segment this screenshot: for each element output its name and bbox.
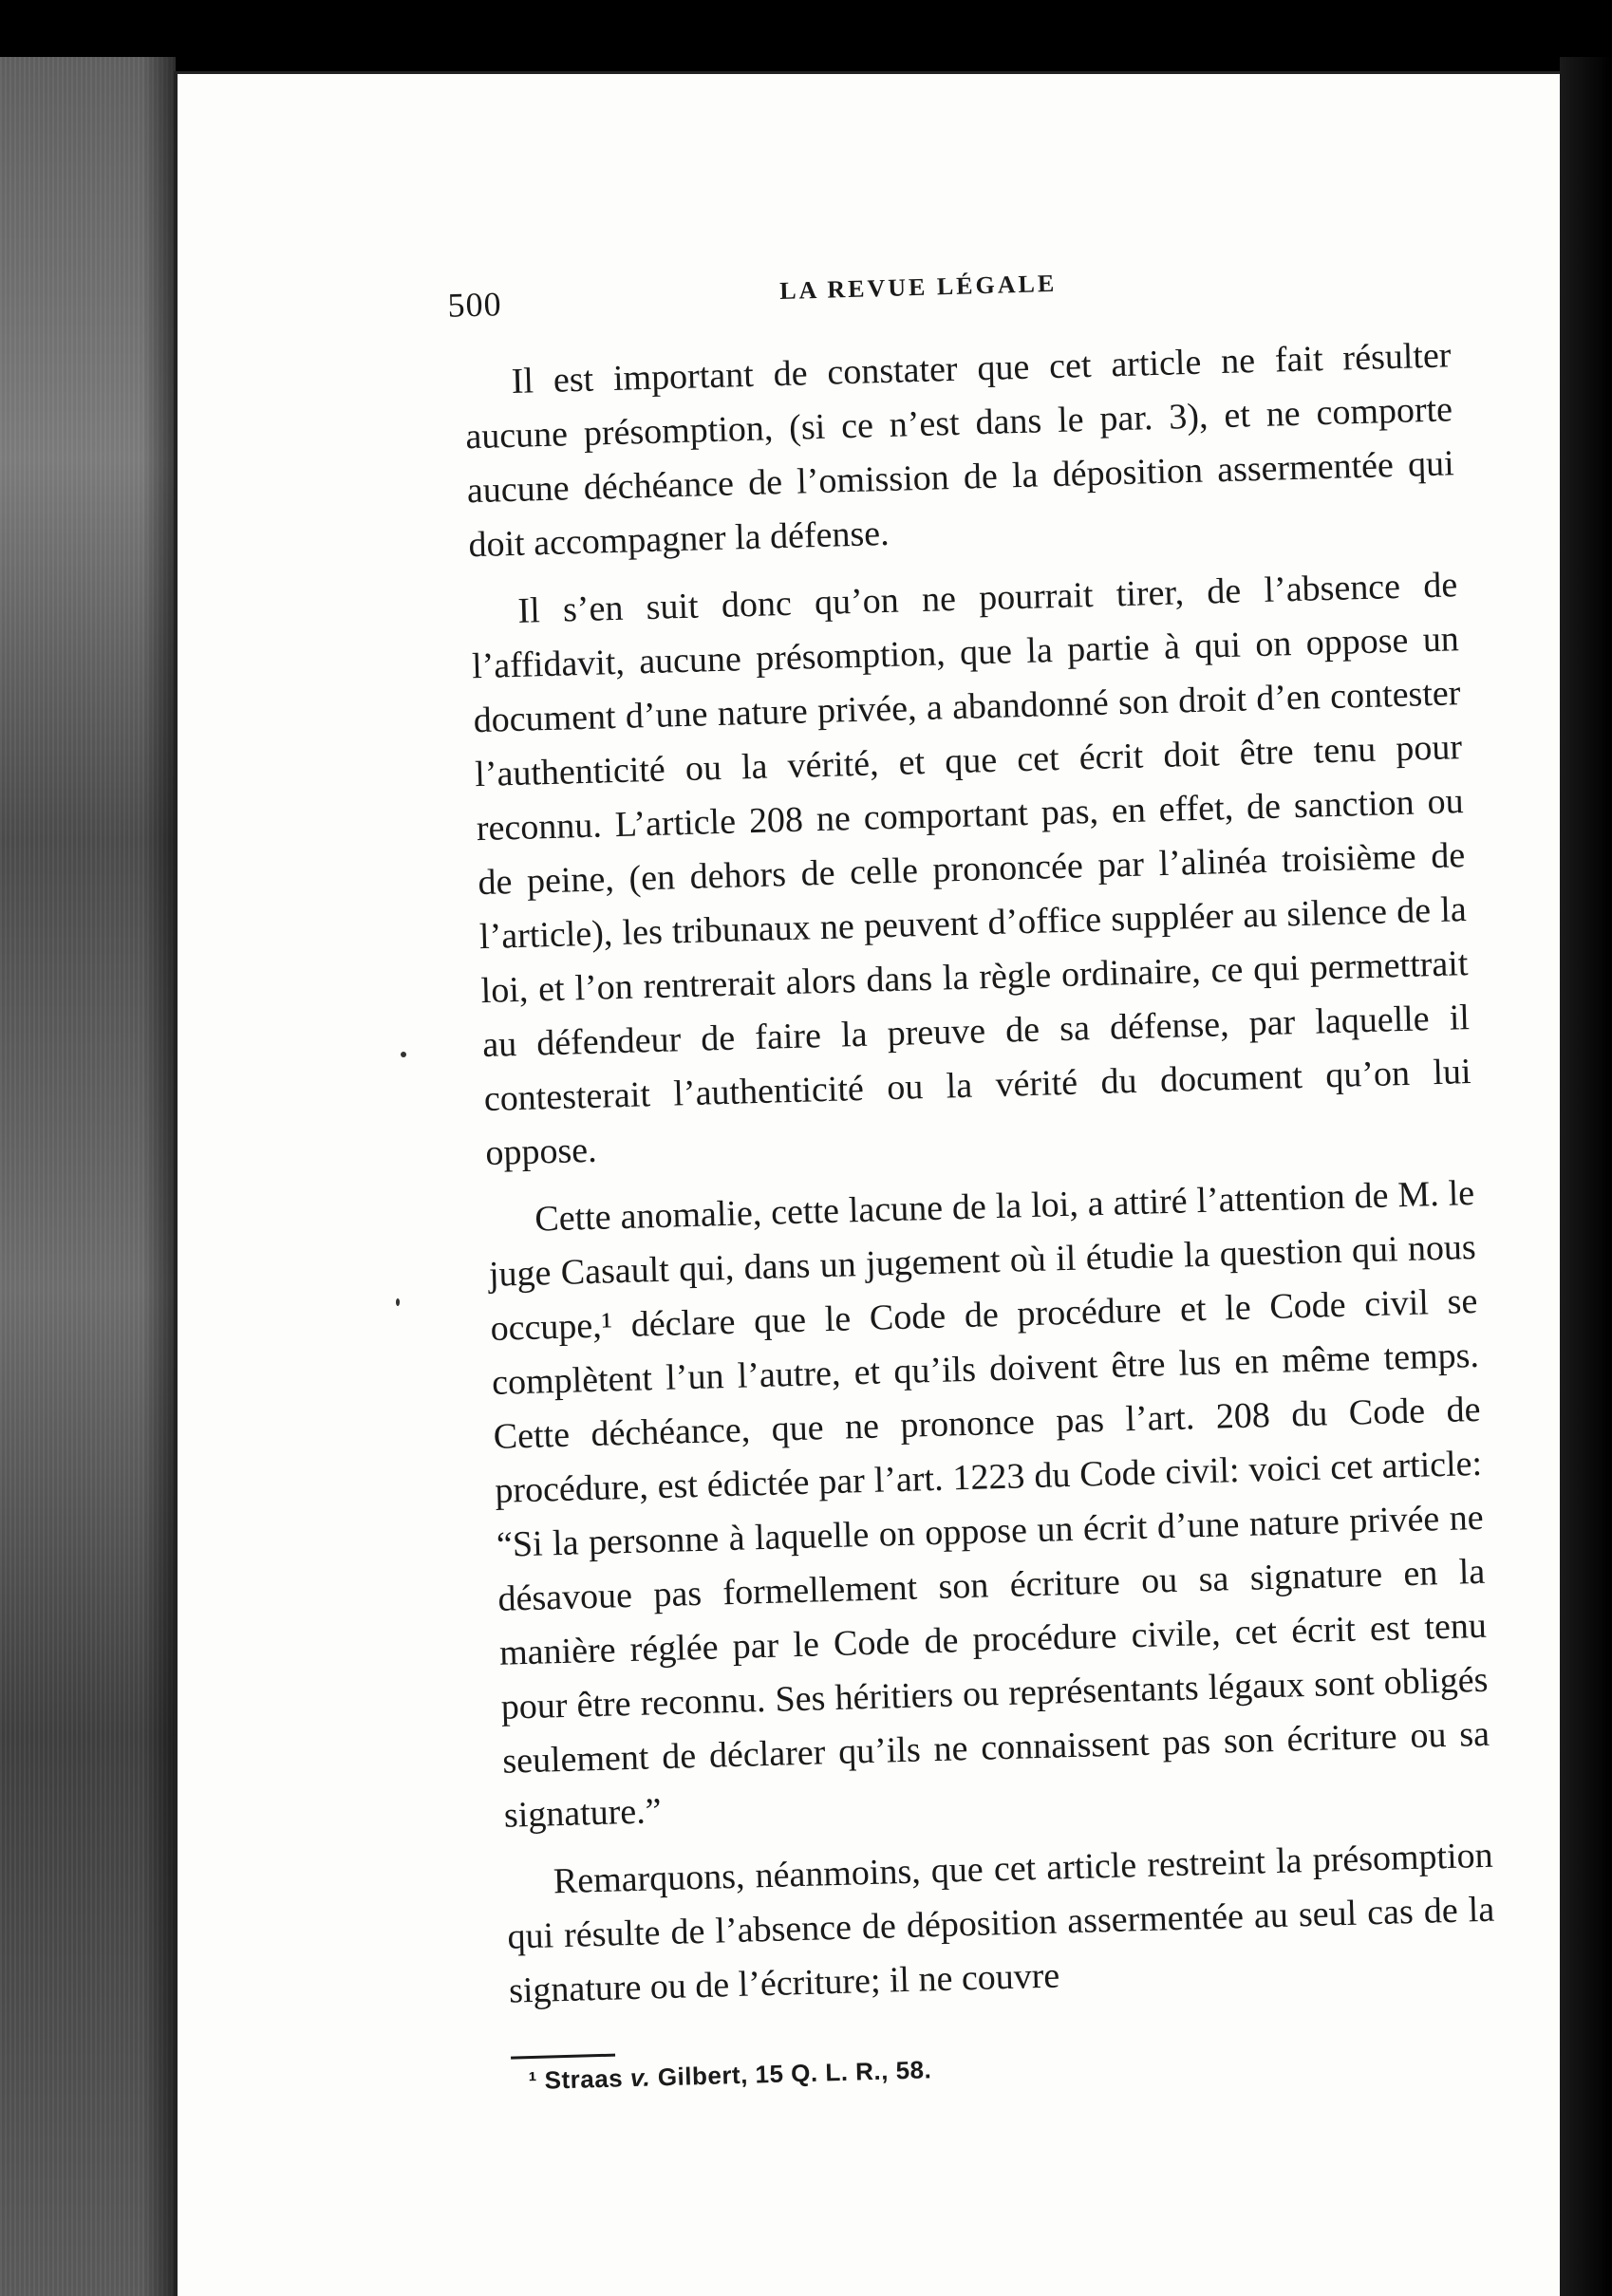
paragraph: Il est important de constater que cet article ne fait résulter aucune présomption, (si ce n’est dans le par. 3), et ne comporte aucune déchéance de l’omission de la déposition assermentée qui doit accompagner la défense. bbox=[464, 335, 1455, 566]
book-edge-shadow bbox=[142, 57, 176, 2296]
paragraph: Remarquons, néanmoins, que cet article restreint la présomption qui résulte de l’absence de déposition assermentée au seul cas de la signature ou de l’écriture; il ne couvre bbox=[506, 1835, 1495, 2011]
page-number: 500 bbox=[446, 285, 503, 325]
page-right-shadow bbox=[1560, 57, 1612, 2296]
page-text-block bbox=[304, 223, 1542, 2106]
footnote-rule bbox=[511, 2054, 615, 2060]
footnote-party-one: Straas bbox=[544, 2063, 624, 2095]
footnote-marker: ¹ bbox=[528, 2065, 538, 2096]
journal-title: LA REVUE LÉGALE bbox=[778, 269, 1058, 306]
paragraph: Cette anomalie, cette lacune de la loi, a attiré l’attention de M. le juge Casault qui, dans un jugement où il étudie la question qui nous occupe,¹ déclare que le Code de procédure et le Code civil se complètent l’un l’autre, et qu’ils doivent être lus en même temps. Cette déchéance, que ne prononce pas l’art. 208 du Code de procédure, est édictée par l’art. 1223 du Code civil: voici cet article: “Si la personne à laquelle on oppose un écrit d’une nature privée ne désavoue pas formellement son écriture ou sa signature en la manière réglée par le Code de procédure civile, cet écrit est tenu pour être reconnu. Ses héritiers ou représentants légaux sont obligés seulement de déclarer qu’ils ne connaissent pas son écriture ou sa signature.” bbox=[488, 1172, 1490, 1836]
body-text bbox=[463, 328, 1499, 2096]
footnote-citation: 15 Q. L. R., 58. bbox=[755, 2055, 932, 2089]
paragraph: Il s’en suit donc qu’on ne pourrait tirer, de l’absence de l’affidavit, aucune présomption, que la partie à qui on oppose un document d’une nature privée, a abandonné son droit d’en contester l’authenticité ou la vérité, et que cet écrit doit être tenu pour reconnu. L’article 208 ne comportant pas, en effet, de sanction ou de peine, (en dehors de celle prononcée par l’alinéa troisième de l’article), les tribunaux ne peuvent d’office suppléer au silence de la loi, et l’on rentrerait alors dans la règle ordinaire, ce qui permettrait au défendeur de faire la preuve de sa défense, par laquelle il contesterait l’authenticité ou la vérité du document qu’on lui oppose. bbox=[471, 565, 1472, 1174]
footnote-versus: v. bbox=[629, 2063, 651, 2093]
footnote-party-two: Gilbert, bbox=[657, 2060, 749, 2092]
